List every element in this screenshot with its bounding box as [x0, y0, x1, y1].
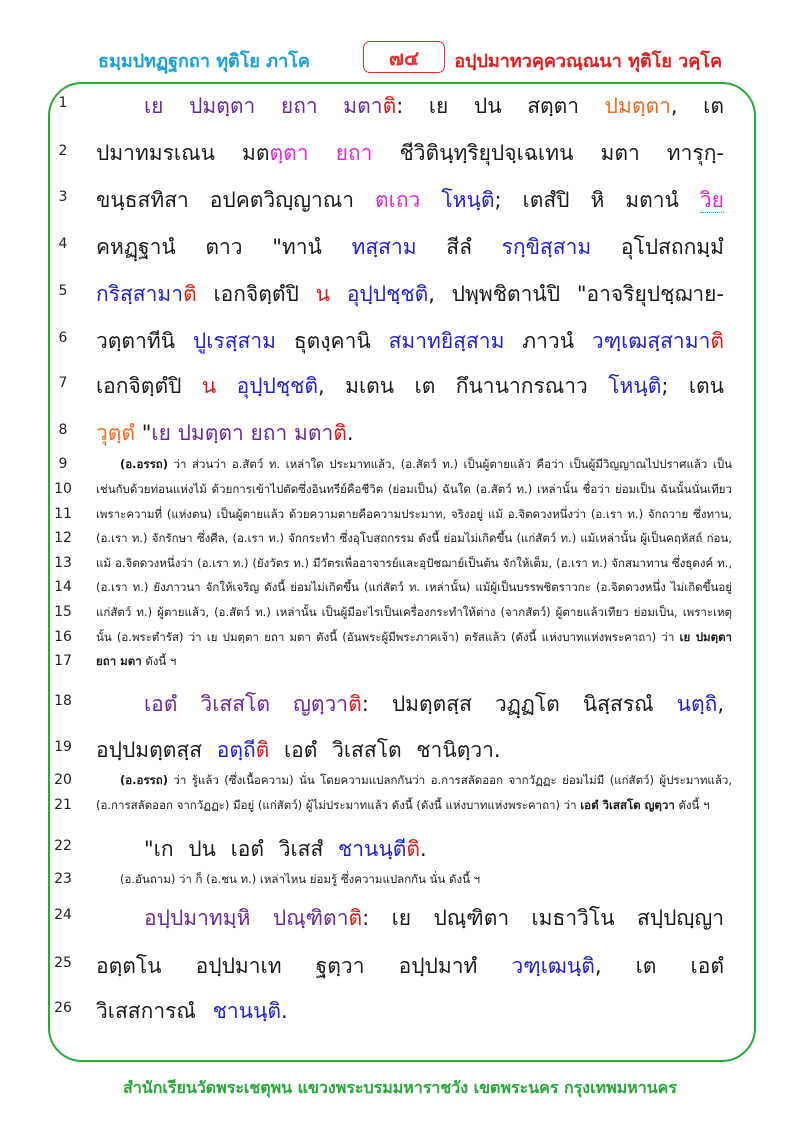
pali-text: [216, 374, 236, 398]
thai-line-21: [96, 797, 732, 815]
thai-text: ว่า รู้แล้ว (ซึ่งเนื้อความ) นั่น โดยความแปลกกันว่า อ.การสลัดออก จากวัฏฏะ ย่อมไม่มี (แก่สัตว์) ผู้ประมาทแล้ว,: [168, 773, 732, 787]
pali-verb: อตฺถี: [216, 738, 256, 762]
header-left-title: ธมฺมปทฏฺฐกถา ทุติโย ภาโค: [98, 51, 310, 72]
pali-text: อตฺตโน อปฺปมาเท ฐตฺวา อปฺปมาทํ: [96, 954, 512, 978]
pali-verb: กริสฺสามา: [96, 282, 184, 306]
pali-text: อปฺปมตฺตสฺส: [96, 738, 217, 762]
pali-text: , มเตน เต กึนานากรณาว: [318, 374, 609, 398]
particle-ti: ติ: [348, 692, 362, 716]
pali-line-4: [96, 231, 724, 264]
pali-text: [330, 282, 347, 306]
line-number: 13: [54, 555, 72, 571]
pali-text: ภาวนํ: [504, 329, 592, 353]
thai-text: (อ.การสลัดออก จากวัฏฏะ) มีอยู่ (แก่สัตว์) ผู้ไม่ประมาทแล้ว ดังนี้ (ดังนี้ แห่งบาทแห่งพระคาถา) ว่า: [96, 798, 581, 812]
pali-text: : ปมตฺตสฺส วฏฺฏโต นิสฺสรณํ: [361, 692, 677, 716]
pali-text: , เต เอตํ: [594, 954, 724, 978]
pali-keyword: เย ปมตฺตา ยถา มตา: [144, 94, 383, 118]
thai-text: นั้น (อ.พระตำรัส) ว่า เย ปมตฺตา ยถา มตา ดังนี้ (อันพระผู้มีพระภาคเจ้า) ตรัสแล้ว (ดังนี้ แห่งบาทแห่งพระคาถา) ว่า: [96, 630, 680, 644]
line-number: 5: [58, 283, 68, 299]
thai-label: ยถา มตา: [96, 654, 142, 668]
thai-text: ดังนี้ ฯ: [141, 654, 177, 668]
pali-line-19: [96, 734, 724, 767]
line-number: 7: [58, 375, 68, 391]
line-number: 19: [54, 739, 72, 755]
thai-text: ดังนี้ ฯ: [674, 798, 710, 812]
line-number: 9: [58, 456, 68, 472]
pali-line-18: [96, 688, 724, 721]
particle-ti: ติ: [406, 837, 421, 861]
header-right-title: อปฺปมาทวคฺควณฺณนา ทุติโย วคฺโค: [454, 51, 722, 72]
particle-ti: ติ: [183, 282, 197, 306]
page-number: ๗๔: [363, 41, 445, 73]
pali-keyword: เย ปมตฺตา ยถา มตา: [151, 421, 334, 445]
line-number: 21: [54, 797, 72, 813]
line-number: 1: [58, 95, 68, 111]
pali-verb: อุปฺปชฺชติ: [236, 374, 319, 398]
thai-line-10: เช่นกับด้วยท่อนแห่งไม้ ด้วยการเข้าไปตัดซึ่งอินทรีย์คือชีวิต (ย่อมเป็น) ฉันใด (อ.สัตว์ ท.) เหล่านั้น ชื่อว่า ย่อมเป็น ฉันนั้นนั่นเทียว: [96, 482, 732, 496]
pali-verb: วฑฺเฒสฺสามา: [591, 329, 711, 353]
pali-text: "เก ปน เอตํ วิเสสํ: [144, 837, 338, 861]
pali-text: วิเสสการณํ: [96, 999, 213, 1023]
line-number: 8: [58, 422, 68, 438]
particle-na: น: [315, 282, 331, 306]
line-number: 22: [54, 838, 72, 854]
thai-line-12: (อ.เรา ท.) จักรักษา ซึ่งศีล, (อ.เรา ท.) จักกระทำ ซึ่งอุโบสถกรรม ดังนี้ ย่อมไม่เกิดขึ้น (แก่สัตว์ ท.) แม้เหล่านั้น ผู้เป็นคฤหัสถ์ ก่อน,: [96, 531, 732, 545]
pali-keyword: อปฺปมาทมฺหิ ปณฺฑิตา: [144, 906, 349, 930]
pali-text: , ปพฺพชิตานํปิ "อาจริยุปชฺฌาย-: [428, 282, 724, 306]
pali-text: , เต: [670, 94, 724, 118]
pali-verb: โหนฺติ: [608, 374, 662, 398]
pali-line-7: [96, 370, 724, 403]
particle-ti: ติ: [348, 906, 363, 930]
thai-label: เอตํ วิเสสโต ญตฺวา: [580, 798, 675, 812]
pali-text: [420, 188, 441, 212]
particle-na: น: [201, 374, 217, 398]
line-number: 4: [58, 236, 68, 252]
pali-text: เอตํ วิเสสโต ชานิตฺวา.: [269, 738, 501, 762]
pali-text: เอกจิตฺตํปิ: [196, 282, 316, 306]
pali-text: ธุตงฺคานิ: [275, 329, 389, 353]
pali-highlight: ตฺตา ยถา: [269, 141, 373, 165]
footer-institution: สำนักเรียนวัดพระเชตุพน แขวงพระบรมมหาราชวัง เขตพระนคร กรุงเทพมหานคร: [123, 1078, 677, 1097]
line-number: 10: [54, 481, 72, 497]
pali-verb: ชานนฺติ: [212, 999, 281, 1023]
thai-line-15: แก่สัตว์ ท.) ผู้ตายแล้ว, (อ.สัตว์ ท.) เหล่านั้น เป็นผู้มีอะไรเป็นเครื่องกระทำให้ต่าง (จากสัตว์) ผู้ตายแล้วเทียว ย่อมเป็น, เพราะเหตุ: [96, 605, 732, 619]
line-number: 20: [54, 772, 72, 788]
pali-line-5: [96, 278, 724, 311]
pali-highlight: วุตฺตํ: [96, 421, 136, 445]
pali-text: ปมาทมรเณน มต: [96, 141, 270, 165]
pali-text: คหฏฺฐานํ ตาว "ทานํ: [96, 235, 352, 259]
pali-text: ชีวิตินฺทฺริยุปจฺเฉเทน มตา ทารุกฺ-: [372, 141, 724, 165]
line-number: 25: [54, 955, 72, 971]
pali-line-24: [96, 902, 724, 935]
line-number: 2: [58, 143, 68, 159]
pali-verb: อุปฺปชฺชติ: [346, 282, 429, 306]
thai-text: ว่า ส่วนว่า อ.สัตว์ ท. เหล่าใด ประมาทแล้ว, (อ.สัตว์ ท.) เป็นผู้ตายแล้ว คือว่า เป็นผู้มีวิญญาณไปปราศแล้ว เป็น: [168, 457, 732, 471]
pali-line-1: [96, 90, 724, 123]
pali-text: : เย ปน สตฺตา: [396, 94, 605, 118]
line-number: 26: [54, 1000, 72, 1016]
particle-ti: ติ: [333, 421, 347, 445]
line-number: 14: [54, 579, 72, 595]
particle-ti: ติ: [710, 329, 724, 353]
pali-text: อุโปสถกมฺมํ: [591, 235, 724, 259]
pali-text: เอกจิตฺตํปิ: [96, 374, 202, 398]
pali-verb: สมาทยิสฺสาม: [388, 329, 505, 353]
line-number: 17: [54, 653, 72, 669]
pali-line-26: [96, 995, 724, 1028]
thai-line-14: (อ.เรา ท.) ยังภาวนา จักให้เจริญ ดังนี้ ย่อมไม่เกิดขึ้น (แก่สัตว์ ท. เหล่านั้น) แม้ผู้เป็นบรรพชิตราวกะ (อ.จิตดวงหนึ่ง ไม่เกิดขึ้นอยู่: [96, 580, 732, 594]
thai-line-9: [96, 456, 732, 474]
pali-text: ; เตสํปิ หิ มตานํ: [494, 188, 700, 212]
pali-text: ; เตน: [661, 374, 724, 398]
pali-text: .: [280, 999, 288, 1023]
pali-line-25: [96, 950, 724, 983]
particle-ti: ติ: [382, 94, 397, 118]
pali-verb: นตฺถิ: [676, 692, 718, 716]
line-number: 6: [58, 330, 68, 346]
pali-verb: วฑฺเฒนฺติ: [511, 954, 595, 978]
pali-line-22: [96, 833, 724, 866]
pali-line-6: [96, 325, 724, 358]
pali-verb: ชานนฺตี: [337, 837, 407, 861]
line-number: 12: [54, 530, 72, 546]
thai-label: เย ปมตฺตา: [679, 630, 732, 644]
thai-line-13: แม้ อ.จิตดวงหนึ่งว่า (อ.เรา ท.) (ยังวัตร ท.) มีวัตรเพื่ออาจารย์และอุปัชฌาย์เป็นต้น จักให้เต็ม, (อ.เรา ท.) จักสมาทาน ซึ่งธุดงค์ ท.,: [96, 556, 732, 570]
thai-line-16: [96, 629, 732, 647]
pali-verb: โหนฺติ: [441, 188, 495, 212]
pali-highlight: ตเถว: [375, 188, 421, 212]
pali-text: สีลํ: [416, 235, 502, 259]
line-number: 11: [54, 506, 72, 522]
pali-keyword: เอตํ วิเสสโต ญตฺวา: [144, 692, 349, 716]
pali-text: .: [346, 421, 354, 445]
pali-line-8: [96, 417, 724, 450]
thai-line-20: [96, 772, 732, 790]
line-number: 24: [54, 907, 72, 923]
line-number: 18: [54, 693, 72, 709]
pali-text: .: [420, 837, 427, 861]
pali-highlight: ปมตฺตา: [604, 94, 671, 118]
pali-text: : เย ปณฺฑิตา เมธาวิโน สปฺปญฺญา: [362, 906, 724, 930]
line-number: 3: [58, 189, 68, 205]
pali-text: วตฺตาทีนิ: [96, 329, 193, 353]
pali-text: ,: [717, 692, 724, 716]
pali-highlight: วิย: [699, 188, 724, 212]
pali-line-2: [96, 137, 724, 170]
pali-verb: ทสฺสาม: [351, 235, 417, 259]
line-number: 16: [54, 629, 72, 645]
particle-ti: ติ: [255, 738, 270, 762]
pali-text: ขนฺธสทิสา อปคตวิญฺญาณา: [96, 188, 376, 212]
pali-text: ": [135, 421, 152, 445]
pali-verb: รกฺขิสฺสาม: [501, 235, 592, 259]
line-number: 23: [54, 871, 72, 887]
line-number: 15: [54, 604, 72, 620]
thai-label: (อ.อรรถ): [120, 773, 169, 787]
pali-line-3: [96, 184, 724, 217]
thai-line-17: [96, 653, 732, 671]
thai-line-11: เพราะความที่ (แห่งตน) เป็นผู้ตายแล้ว ด้วยความตายคือความประมาท, จริงอยู่ แม้ อ.จิตดวงหนึ่งว่า (อ.เรา ท.) จักถวาย ซึ่งทาน,: [96, 507, 732, 521]
pali-verb: ปูเรสฺสาม: [192, 329, 276, 353]
thai-label: (อ.อรรถ): [120, 457, 169, 471]
thai-line-23: (อ.อันถาม) ว่า ก็ (อ.ชน ท.) เหล่าไหน ย่อมรู้ ซึ่งความแปลกกัน นั่น ดังนี้ ฯ: [120, 872, 481, 886]
